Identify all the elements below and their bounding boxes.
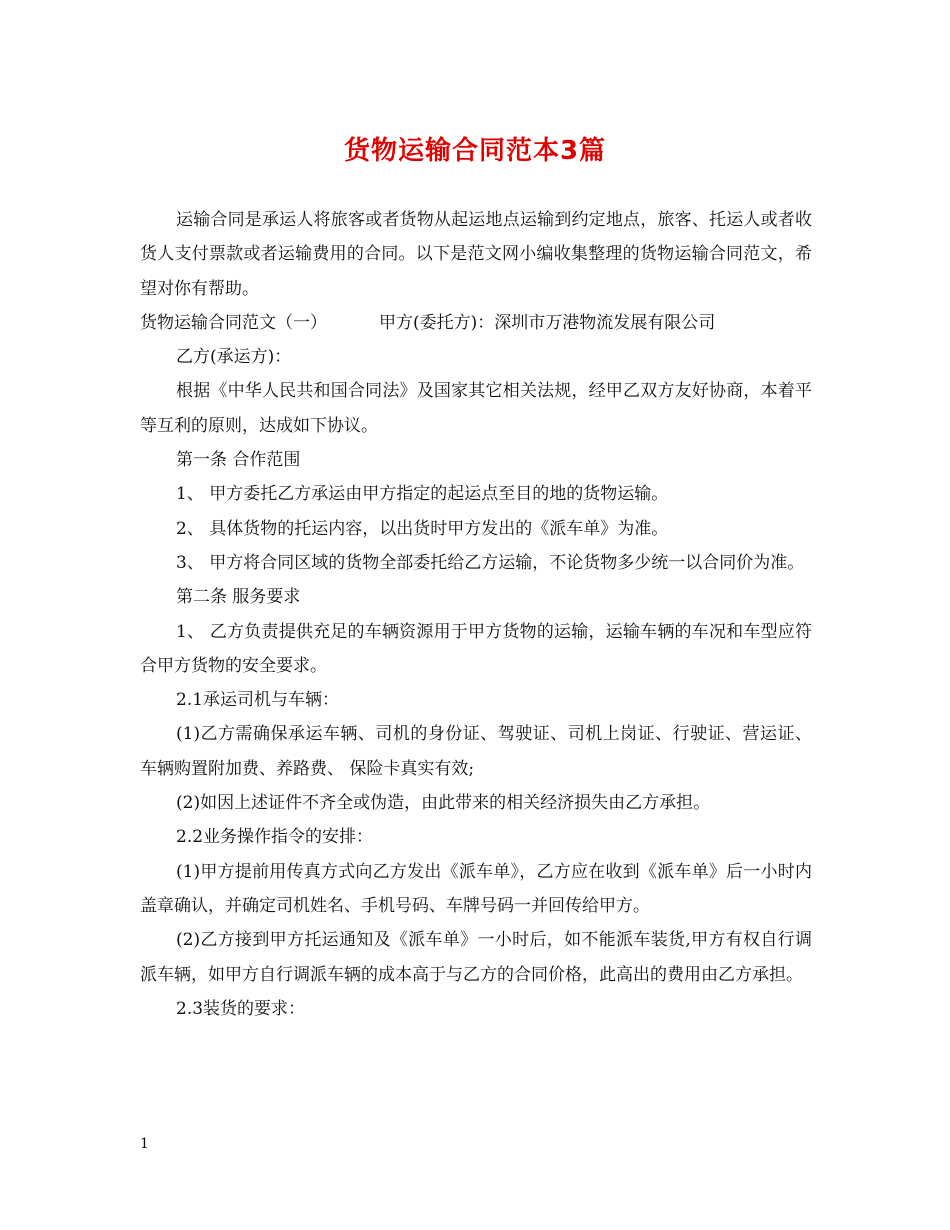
article-one-item-2: 2、 具体货物的托运内容，以出货时甲方发出的《派车单》为准。 bbox=[176, 518, 669, 539]
subsection-2-1-heading: 2.1承运司机与车辆： bbox=[176, 690, 340, 711]
subsection-2-1-item-2: (2)如因上述证件不齐全或伪造，由此带来的相关经济损失由乙方承担。 bbox=[176, 793, 711, 814]
party-a-line: 甲方(委托方)：深圳市万港物流发展有限公司 bbox=[379, 312, 716, 333]
contract-one-heading: 货物运输合同范文（一） bbox=[140, 312, 327, 333]
party-b-line: 乙方(承运方)： bbox=[176, 347, 292, 368]
subsection-2-2-heading: 2.2业务操作指令的安排： bbox=[176, 827, 374, 848]
article-two-heading: 第二条 服务要求 bbox=[176, 587, 301, 608]
article-two-item-1: 1、 乙方负责提供充足的车辆资源用于甲方货物的运输，运输车辆的车况和车型应符合甲方货物的安全要求。 bbox=[140, 621, 812, 676]
subsection-2-2-item-1: (1)甲方提前用传真方式向乙方发出《派车单》，乙方应在收到《派车单》后一小时内盖章确认，并确定司机姓名、手机号码、车牌号码一并回传给甲方。 bbox=[140, 861, 812, 916]
document-title: 货物运输合同范本3篇 bbox=[343, 136, 607, 166]
document-body bbox=[140, 203, 812, 1026]
subsection-2-3-heading: 2.3装货的要求： bbox=[176, 998, 306, 1019]
section-heading-line bbox=[140, 306, 812, 340]
subsection-2-2-item-2: (2)乙方接到甲方托运通知及《派车单》一小时后，如不能派车装货,甲方有权自行调派车辆，如甲方自行调派车辆的成本高于与乙方的合同价格，此高出的费用由乙方承担。 bbox=[140, 930, 812, 985]
subsection-2-1-item-1: (1)乙方需确保承运车辆、司机的身份证、驾驶证、司机上岗证、行驶证、营运证、车辆购置附加费、养路费、 保险卡真实有效; bbox=[140, 724, 812, 779]
article-one-item-1: 1、 甲方委托乙方承运由甲方指定的起运点至目的地的货物运输。 bbox=[176, 484, 669, 505]
article-one-heading: 第一条 合作范围 bbox=[176, 450, 301, 471]
article-one-item-3: 3、 甲方将合同区域的货物全部委托给乙方运输，不论货物多少统一以合同价为准。 bbox=[176, 552, 805, 573]
intro-paragraph: 运输合同是承运人将旅客或者货物从起运地点运输到约定地点，旅客、托运人或者收货人支付票款或者运输费用的合同。以下是范文网小编收集整理的货物运输合同范文，希望对你有帮助。 bbox=[140, 210, 812, 299]
preamble-paragraph: 根据《中华人民共和国合同法》及国家其它相关法规，经甲乙双方友好协商，本着平等互利的原则，达成如下协议。 bbox=[140, 381, 812, 436]
page-number: 1 bbox=[140, 1136, 149, 1152]
